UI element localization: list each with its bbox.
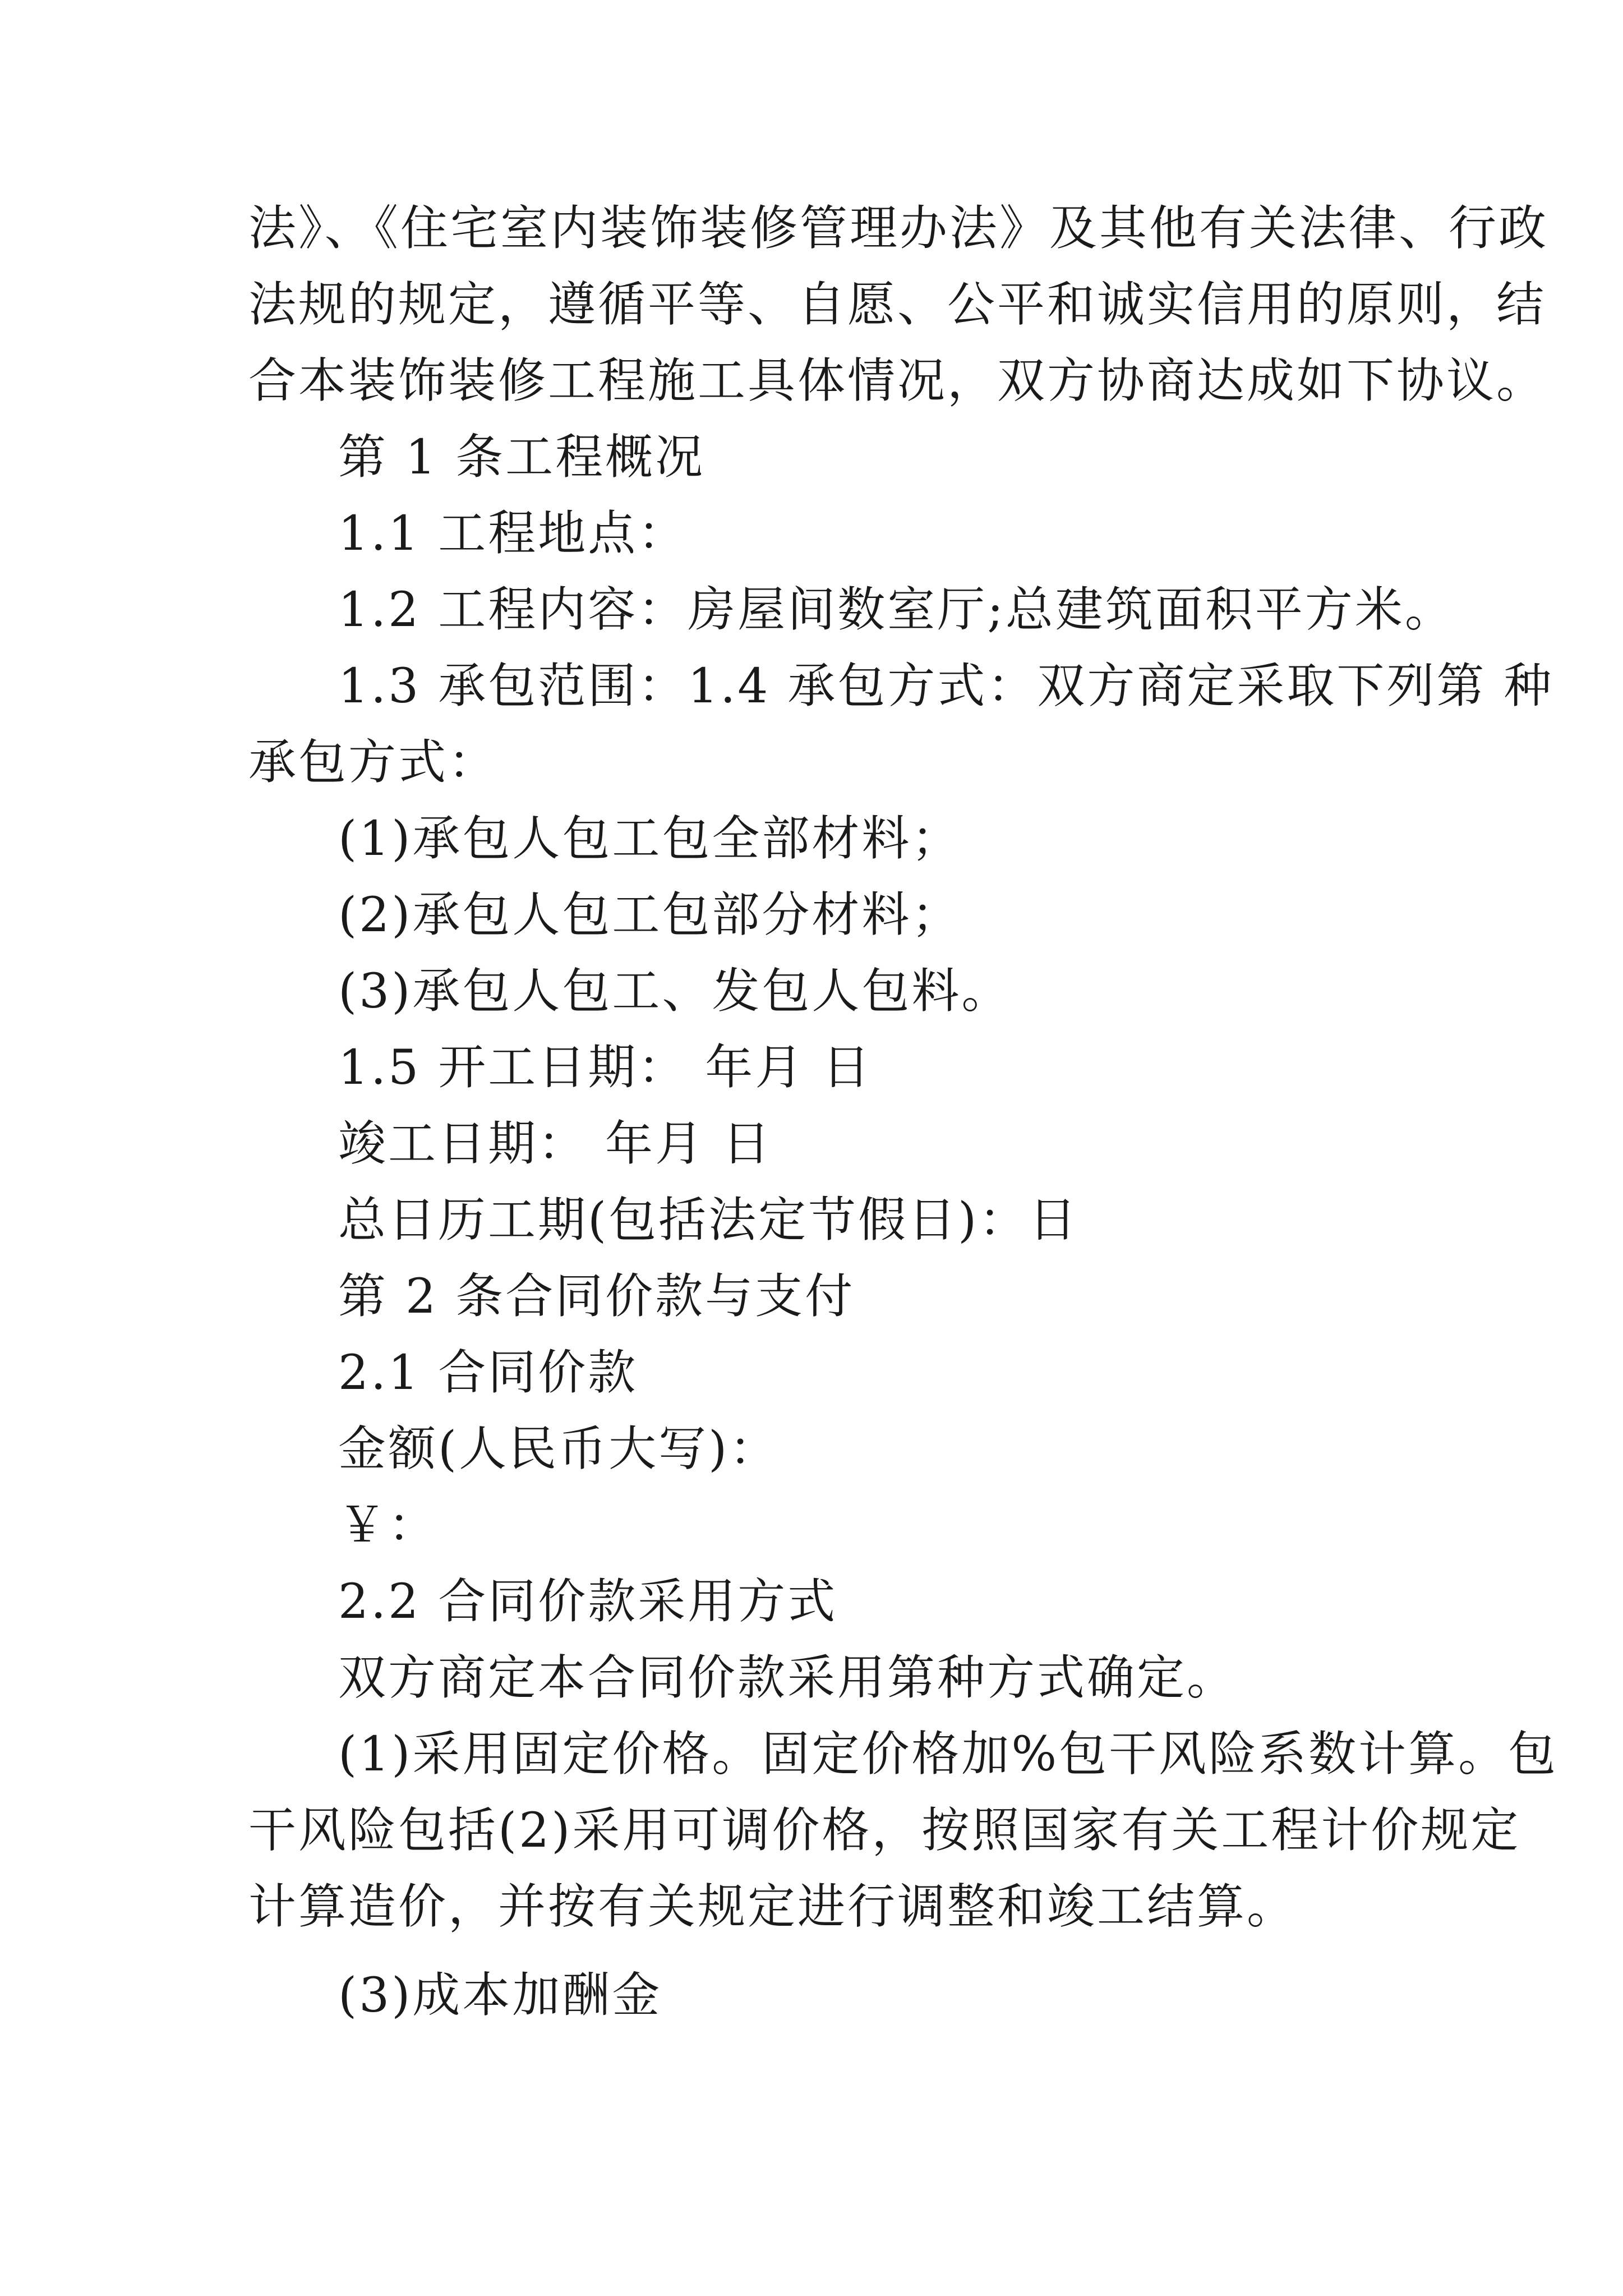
paragraph-line: 1.5 开工日期： 年月 日 — [338, 1040, 873, 1096]
section-heading: 第 1 条工程概况 — [338, 430, 706, 485]
list-item: (3)成本加酬金 — [338, 1968, 662, 2023]
list-item: (1)承包人包工包全部材料； — [338, 811, 962, 867]
paragraph-line: 计算造价，并按有关规定进行调整和竣工结算。 — [248, 1879, 1297, 1935]
paragraph-line: 双方商定本合同价款采用第种方式确定。 — [338, 1650, 1237, 1706]
paragraph-line: 竣工日期： 年月 日 — [338, 1116, 773, 1172]
paragraph-line: 1.2 工程内容：房屋间数室厅;总建筑面积平方米。 — [338, 582, 1455, 638]
paragraph-line: 干风险包括(2)采用可调价格，按照国家有关工程计价规定 — [248, 1803, 1521, 1858]
list-item: (1)采用固定价格。固定价格加%包干风险系数计算。包 — [338, 1727, 1559, 1782]
document-body — [248, 191, 1559, 2034]
paragraph-line: 合本装饰装修工程施工具体情况，双方协商达成如下协议。 — [248, 353, 1547, 409]
paragraph-line: 总日历工期(包括法定节假日)：日 — [338, 1193, 1079, 1248]
list-item: (3)承包人包工、发包人包料。 — [338, 964, 1012, 1019]
paragraph-line: 1.1 工程地点： — [338, 506, 688, 562]
paragraph-line: 2.1 合同价款 — [338, 1345, 638, 1401]
list-item: (2)承包人包工包部分材料； — [338, 887, 962, 943]
paragraph-line: 法》、《住宅室内装饰装修管理办法》及其他有关法律、行政 — [248, 201, 1549, 256]
section-heading: 第 2 条合同价款与支付 — [338, 1269, 855, 1324]
paragraph-line: 承包方式： — [248, 735, 499, 790]
paragraph-line: 金额(人民币大写)： — [338, 1421, 780, 1477]
paragraph-line: 2.2 合同价款采用方式 — [338, 1574, 838, 1630]
paragraph-line: 1.3 承包范围：1.4 承包方式：双方商定采取下列第 种 — [338, 659, 1554, 714]
paragraph-line: ￥： — [338, 1498, 439, 1553]
paragraph-line: 法规的规定，遵循平等、自愿、公平和诚实信用的原则，结 — [248, 277, 1547, 333]
